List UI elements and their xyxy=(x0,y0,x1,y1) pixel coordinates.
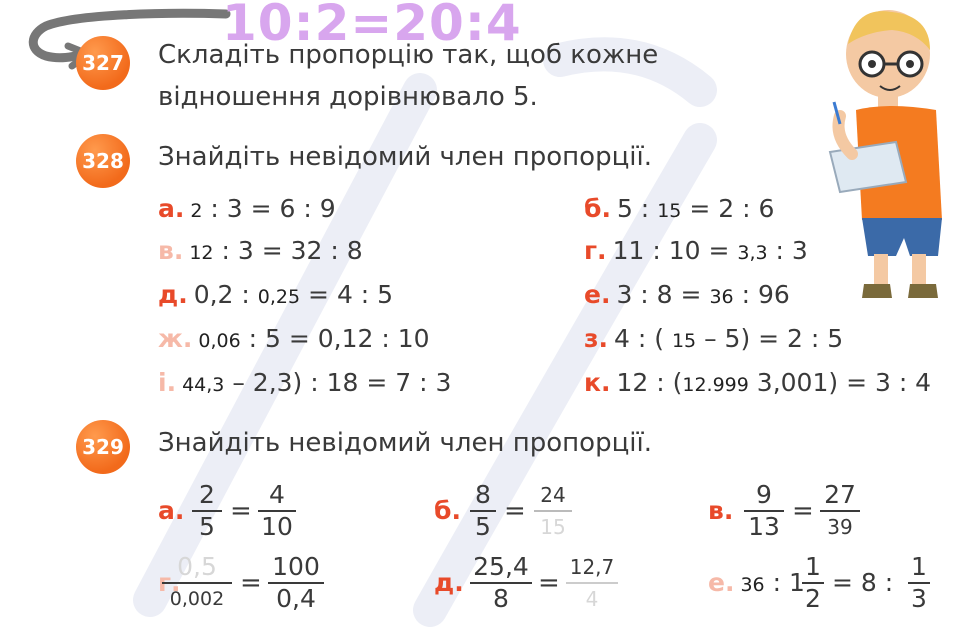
task-327-line2: відношення дорівнювало 5. xyxy=(158,82,538,112)
fraction: $\frac{25,4}{8}$ xyxy=(470,552,532,614)
task-328-item-b: б. 5 : 15 = 2 : 6 xyxy=(584,194,775,223)
fraction: $\frac{8}{5}$ xyxy=(470,480,496,542)
answer: 12 xyxy=(189,242,214,264)
answer: 12.999 xyxy=(682,374,749,396)
task-328-item-g: г. 11 : 10 = 3,3 : 3 xyxy=(584,236,808,265)
task-number-badge: 327 xyxy=(76,36,130,90)
answer: 0,06 xyxy=(198,330,241,352)
task-number-badge: 329 xyxy=(76,420,130,474)
answer: 0,25 xyxy=(257,286,301,308)
fraction: $\frac{1}{3}$ xyxy=(908,552,930,614)
task-328-title: Знайдіть невідомий член пропорції. xyxy=(158,142,652,172)
answer: 15 xyxy=(671,330,697,352)
task-329-item-e: е. 36 : 1 xyxy=(708,568,805,597)
task-329-label-d: д. xyxy=(434,568,464,597)
answer: 2 xyxy=(190,200,203,222)
fraction: $\frac{1}{2}$ xyxy=(802,552,824,614)
answer: 44,3 xyxy=(182,374,225,396)
task-328-item-zh: ж. 0,06 : 5 = 0,12 : 10 xyxy=(158,324,430,353)
fraction: $\frac{4}{10}$ xyxy=(258,480,296,542)
equals-sign: = xyxy=(504,496,526,526)
fraction: 0,5 0,002 xyxy=(162,552,232,614)
task-328-item-i: і. 44,3 – 2,3) : 18 = 7 : 3 xyxy=(158,368,452,397)
task-329-label-b: б. xyxy=(434,496,461,525)
task-328-item-e: е. 3 : 8 = 36 : 96 xyxy=(584,280,790,309)
task-329-item-e-rest: = 8 : xyxy=(832,568,894,597)
fraction: $\frac{100}{0,4}$ xyxy=(268,552,324,614)
task-329-label-a: а. xyxy=(158,496,185,525)
equals-sign: = xyxy=(230,496,252,526)
task-328-item-d: д. 0,2 : 0,25 = 4 : 5 xyxy=(158,280,394,309)
equals-sign: = xyxy=(538,568,560,598)
equals-sign: = xyxy=(792,496,814,526)
task-328-item-a: а. 2 : 3 = 6 : 9 xyxy=(158,194,336,223)
equals-sign: = xyxy=(240,568,262,598)
task-329-label-v: в. xyxy=(708,496,734,525)
fraction: $\frac{9}{13}$ xyxy=(744,480,784,542)
answer: 36 xyxy=(709,286,734,308)
answer: 3,3 xyxy=(737,242,768,264)
task-328-item-v: в. 12 : 3 = 32 : 8 xyxy=(158,236,363,265)
fraction: $\frac{24}{15}$ xyxy=(534,480,572,542)
task-329-label-g: г. xyxy=(158,568,181,597)
handwritten-note: 10:2=20:4 xyxy=(222,0,522,52)
task-number-badge: 328 xyxy=(76,134,130,188)
task-328-item-k: к. 12 : (12.999 3,001) = 3 : 4 xyxy=(584,368,932,397)
boy-illustration xyxy=(826,6,950,312)
fraction: 27 39 xyxy=(820,480,860,542)
fraction: $\frac{12,7}{4}$ xyxy=(566,552,618,614)
answer: 36 xyxy=(740,574,765,596)
task-329-title: Знайдіть невідомий член пропорції. xyxy=(158,428,652,458)
task-328-item-z: з. 4 : ( 15 – 5) = 2 : 5 xyxy=(584,324,844,353)
fraction: $\frac{2}{5}$ xyxy=(192,480,222,542)
answer: 15 xyxy=(657,200,682,222)
task-327-line1: Складіть пропорцію так, щоб кожне xyxy=(158,40,659,70)
